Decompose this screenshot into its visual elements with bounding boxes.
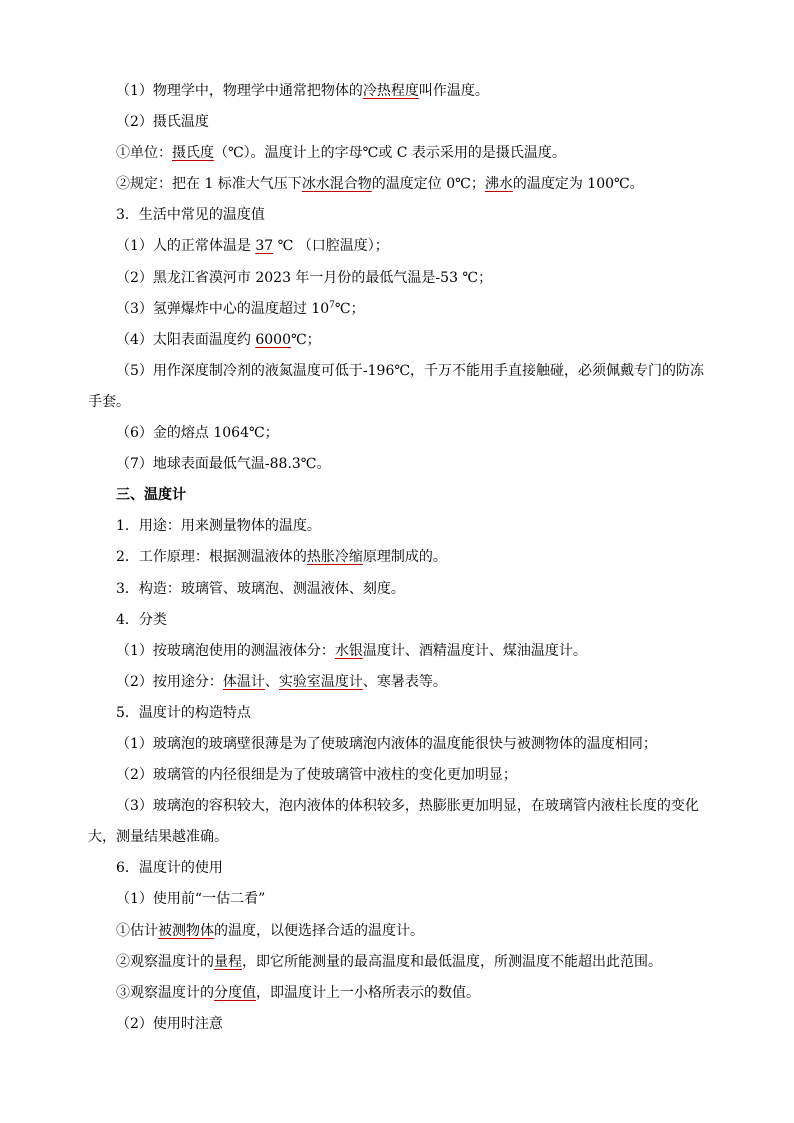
text-run: （2）摄氏温度 — [116, 114, 209, 131]
paragraph-p8 — [88, 294, 716, 325]
paragraph-p29 — [88, 1009, 716, 1040]
paragraph-p7 — [88, 263, 716, 294]
text-run: ②规定：把在 1 标准大气压下 — [116, 176, 302, 193]
underlined-term: 体温计 — [222, 673, 265, 690]
text-run: ，即温度计上一小格所表示的数值。 — [256, 984, 480, 1001]
text-run: 6．温度计的使用 — [116, 860, 223, 877]
text-run: 温度计、酒精温度计、煤油温度计。 — [362, 642, 587, 659]
text-run: ℃； — [334, 300, 365, 317]
text-run: ③观察温度计的 — [116, 984, 214, 1001]
paragraph-p15 — [88, 542, 716, 573]
text-run: ，即它所能测量的最高温度和最低温度，所测温度不能超出此范围。 — [242, 953, 662, 970]
text-run: （℃）。温度计上的字母℃或 C 表示采用的是摄氏温度。 — [214, 145, 566, 162]
paragraph-p5 — [88, 200, 716, 231]
underlined-term: 分度值 — [214, 984, 256, 1001]
underlined-term: 冰水混合物 — [301, 176, 372, 193]
text-run: 3．构造：玻璃管、玻璃泡、测温液体、刻度。 — [116, 580, 405, 597]
text-run: （2）按用途分： — [116, 673, 223, 690]
text-run: （1）按玻璃泡使用的测温液体分： — [116, 642, 335, 659]
paragraph-p21 — [88, 729, 716, 760]
text-run: （1）使用前“一估二看” — [116, 891, 266, 908]
underlined-term: 量程 — [214, 953, 242, 970]
text-run: 3．生活中常见的温度值 — [116, 207, 265, 224]
text-run: （1）玻璃泡的玻璃壁很薄是为了使玻璃泡内液体的温度能很快与被测物体的温度相同； — [116, 735, 657, 752]
text-run: ℃ （口腔温度）； — [273, 238, 389, 255]
paragraph-p4 — [88, 169, 716, 200]
paragraph-p12 — [88, 449, 716, 480]
text-run: （7）地球表面最低气温-88.3℃。 — [116, 456, 331, 473]
paragraph-p20 — [88, 698, 716, 729]
paragraph-p3 — [88, 138, 716, 169]
paragraph-p24 — [88, 853, 716, 884]
paragraph-p1 — [88, 76, 716, 107]
text-run: 5．温度计的构造特点 — [116, 704, 251, 721]
underlined-term: 冷热程度 — [362, 83, 419, 99]
paragraph-p18 — [88, 636, 716, 667]
text-run: （3）玻璃泡的容积较大，泡内液体的体积较多，热膨胀更加明显，在玻璃管内液柱长度的变化大，测量结果越准确。 — [88, 798, 699, 846]
text-run: 原理制成的。 — [362, 549, 447, 566]
paragraph-p28 — [88, 978, 716, 1009]
underlined-term: 被测物体 — [158, 922, 214, 939]
underlined-term: 6000 — [255, 331, 291, 348]
text-run: （2）黑龙江省漠河市 2023 年一月份的最低气温是-53 ℃； — [116, 269, 493, 286]
text-run: 、寒暑表等。 — [362, 673, 447, 690]
paragraph-p13 — [88, 480, 716, 511]
text-run: 、 — [264, 673, 279, 690]
text-run: 的温度定为 100℃。 — [512, 176, 644, 193]
text-run: ①单位： — [116, 145, 172, 162]
underlined-term: 37 — [255, 238, 274, 255]
superscript: 7 — [329, 300, 335, 310]
text-run: （1）物理学中，物理学中通常把物体的 — [116, 83, 363, 99]
paragraph-p23 — [88, 791, 716, 853]
text-run: ②观察温度计的 — [116, 953, 214, 970]
text-run: （3）氢弹爆炸中心的温度超过 10 — [116, 300, 330, 317]
underlined-term: 热胀冷缩 — [306, 549, 363, 566]
text-run: （4）太阳表面温度约 — [116, 331, 256, 348]
paragraph-p19 — [88, 667, 716, 698]
underlined-term: 摄氏度 — [172, 145, 214, 162]
text-run: （1）人的正常体温是 — [116, 238, 256, 255]
text-run: 1．用途：用来测量物体的温度。 — [116, 518, 321, 535]
paragraph-p14 — [88, 511, 716, 542]
paragraph-p22 — [88, 760, 716, 791]
paragraph-p9 — [88, 325, 716, 356]
document-body — [88, 76, 716, 1040]
paragraph-p6 — [88, 231, 716, 262]
text-run: 三、温度计 — [116, 487, 186, 504]
text-run: ℃； — [291, 331, 321, 348]
text-run: （5）用作深度制冷剂的液氮温度可低于-196℃，千万不能用手直接触碰，必须佩戴专门的防冻手套。 — [88, 362, 705, 410]
paragraph-p25 — [88, 884, 716, 915]
paragraph-p2 — [88, 107, 716, 138]
text-run: 的温度，以便选择合适的温度计。 — [214, 922, 424, 939]
underlined-term: 沸水 — [484, 176, 513, 193]
text-run: （2）玻璃管的内径很细是为了使玻璃管中液柱的变化更加明显； — [116, 767, 517, 784]
paragraph-p26 — [88, 916, 716, 947]
text-run: （2）使用时注意 — [116, 1015, 223, 1032]
paragraph-p27 — [88, 947, 716, 978]
text-run: 的温度定位 0℃； — [371, 176, 485, 193]
text-run: 4．分类 — [116, 611, 167, 628]
text-run: 叫作温度。 — [418, 83, 489, 99]
paragraph-p16 — [88, 574, 716, 605]
text-run: ①估计 — [116, 922, 158, 939]
text-run: 2．工作原理：根据测温液体的 — [116, 549, 307, 566]
underlined-term: 实验室温度计 — [278, 673, 363, 690]
text-run: （6）金的熔点 1064℃； — [116, 425, 279, 442]
paragraph-p11 — [88, 418, 716, 449]
paragraph-p17 — [88, 605, 716, 636]
paragraph-p10 — [88, 356, 716, 418]
underlined-term: 水银 — [334, 642, 363, 659]
